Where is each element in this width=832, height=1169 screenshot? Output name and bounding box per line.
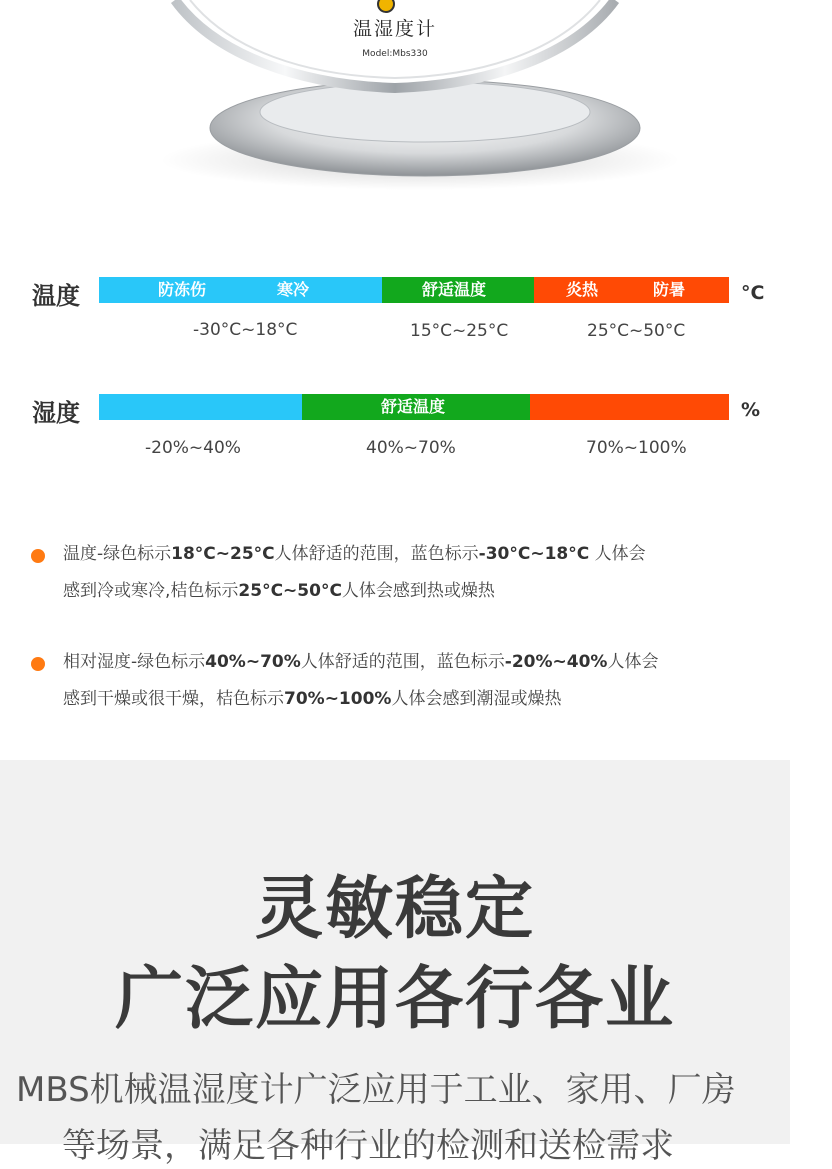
temperature-range-cold: -30°C~18°C bbox=[193, 320, 298, 340]
temperature-range-comfort: 15°C~25°C bbox=[410, 321, 509, 341]
humidity-note bbox=[63, 644, 753, 718]
note-text: 人体会感到热或燥热 bbox=[341, 581, 495, 601]
humidity-segment-comfort bbox=[302, 394, 530, 420]
humidity-label: 湿度 bbox=[32, 399, 80, 427]
note-text: 温度-绿色标示 bbox=[63, 544, 172, 564]
note-highlight: 70%~100% bbox=[284, 689, 392, 709]
temperature-segment-label: 寒冷 bbox=[277, 280, 310, 299]
temperature-bar bbox=[99, 277, 729, 303]
temperature-unit: °C bbox=[741, 282, 765, 304]
dial-title: 温湿度计 bbox=[352, 18, 437, 40]
temperature-label: 温度 bbox=[32, 282, 80, 310]
humidity-range-comfort: 40%~70% bbox=[366, 438, 456, 458]
temperature-segment-hot bbox=[534, 277, 729, 303]
bullet-dot-icon bbox=[31, 657, 45, 671]
note-text: 感到干燥或很干燥，桔色标示 bbox=[63, 689, 284, 709]
note-highlight: 40%~70% bbox=[205, 652, 301, 672]
temperature-segment-label: 防暑 bbox=[653, 280, 686, 299]
temperature-segment-label: 炎热 bbox=[566, 280, 599, 299]
temperature-segment-label: 舒适温度 bbox=[422, 280, 487, 299]
temperature-segment-cold bbox=[99, 277, 382, 303]
temperature-segment-label: 防冻伤 bbox=[158, 280, 207, 299]
humidity-unit: % bbox=[741, 399, 761, 421]
temperature-note bbox=[63, 536, 753, 610]
humidity-bar bbox=[99, 394, 729, 420]
product-image bbox=[0, 0, 790, 200]
note-highlight: -30°C~18°C bbox=[478, 544, 590, 564]
note-highlight: 25°C~50°C bbox=[238, 581, 342, 601]
description-line-2: 等场景，满足各种行业的检测和送检需求 bbox=[62, 1126, 674, 1166]
humidity-segment-label: 舒适温度 bbox=[381, 397, 446, 416]
dial-model: Model:Mbs330 bbox=[362, 49, 428, 59]
temperature-segment-comfort bbox=[382, 277, 534, 303]
humidity-segment-humid bbox=[530, 394, 729, 420]
note-highlight: -20%~40% bbox=[504, 652, 608, 672]
note-text: 人体会 bbox=[589, 544, 646, 564]
note-text: 感到冷或寒冷,桔色标示 bbox=[63, 581, 239, 601]
description-line-1: MBS机械温湿度计广泛应用于工业、家用、厂房 bbox=[16, 1070, 736, 1110]
note-text: 人体舒适的范围，蓝色标示 bbox=[274, 544, 479, 564]
note-text: 相对湿度-绿色标示 bbox=[63, 652, 206, 672]
humidity-range-humid: 70%~100% bbox=[586, 438, 687, 458]
headline-primary: 灵敏稳定 bbox=[254, 870, 535, 949]
feature-section bbox=[0, 760, 790, 1166]
temperature-range-hot: 25°C~50°C bbox=[587, 321, 686, 341]
humidity-segment-dry bbox=[99, 394, 302, 420]
headline-secondary: 广泛应用各行各业 bbox=[114, 960, 675, 1039]
note-text: 人体舒适的范围，蓝色标示 bbox=[300, 652, 505, 672]
bullet-dot-icon bbox=[31, 549, 45, 563]
note-highlight: 18°C~25°C bbox=[171, 544, 275, 564]
humidity-range-dry: -20%~40% bbox=[145, 438, 241, 458]
note-text: 人体会感到潮湿或燥热 bbox=[391, 689, 562, 709]
note-text: 人体会 bbox=[607, 652, 659, 672]
